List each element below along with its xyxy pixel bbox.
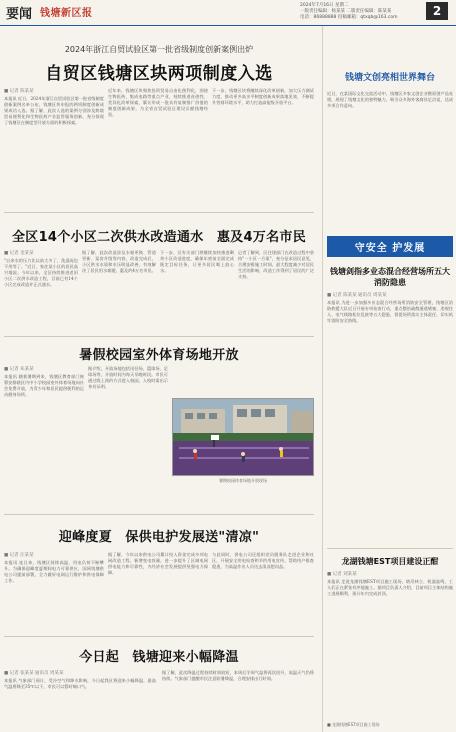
main-content xyxy=(0,26,318,732)
power-col-2 xyxy=(108,552,208,632)
weather-col-1 xyxy=(4,670,156,726)
sports-field-illustration xyxy=(173,399,314,476)
power-col-3 xyxy=(212,552,314,632)
side-text-1: 近日，在某国际文化交流活动中，钱塘区多家文创企业携原创产品亮相，展现了钱塘文化的独特魅力，吸引众多海外客商驻足洽谈，达成多项合作意向。 xyxy=(327,91,453,108)
water-col-1 xyxy=(4,250,78,332)
sports-field-photo xyxy=(172,398,314,476)
sports-headline: 暑假校园室外体育场地开放 xyxy=(79,348,239,363)
lead-col-1 xyxy=(4,88,104,206)
divider xyxy=(327,548,453,549)
side-byline-3: ■ 记者 刘某某 xyxy=(327,572,357,577)
power-text-1: 本报讯 连日来，钱塘区持续高温，用电负荷不断攀升。为确保迎峰度夏期间电力可靠供应，国网钱塘供电公司提前部署，全力做好电网运行维护和供电保障工作。 xyxy=(4,560,104,583)
sports-col-1 xyxy=(4,366,84,506)
sports-byline: ■ 记者 朱某某 xyxy=(4,367,34,372)
water-text-4: 记者了解到，区住建部门在改造过程中坚持"一小区一方案"，充分征求居民意见，合理安排施工时间，最大程度减少对居民生活的影响，改造工作得到了居民的广泛支持。 xyxy=(238,250,314,279)
divider xyxy=(4,212,314,213)
side-headline-3: 龙湖钱塘EST项目建设正酣 xyxy=(341,557,439,566)
weather-col-2 xyxy=(162,670,314,726)
photo-caption: 暑期校园体育场地开放现场 xyxy=(219,478,267,483)
lead-kicker: 2024年浙江自贸试验区第一批省级制度创新案例出炉 xyxy=(64,45,254,54)
power-text-2: 据了解，今年以来供电公司累计投入资金完成多项电网改造工程，新增变电容量，进一步提升了区域电网供电能力和可靠性，为经济社会发展提供坚强电力保障。 xyxy=(108,552,208,575)
water-col-4 xyxy=(238,250,314,332)
page-number: 2 xyxy=(426,2,448,20)
masthead-meta xyxy=(300,3,420,21)
side-byline-2: ■ 记者 陈某某 通讯员 周某某 xyxy=(327,293,387,298)
safety-banner xyxy=(327,236,453,257)
water-byline: ■ 记者 金某某 xyxy=(4,251,34,256)
lead-text-2: 近年来，钱塘区块聚焦投资贸易自由化便利化，围绕生物医药、集成电路等重点产业，持续推进首创性、差异化改革探索，累计形成一批具有复制推广价值的制度创新成果，为全省自贸试验区建设贡献钱塘经验。 xyxy=(108,88,208,117)
water-col-3 xyxy=(160,250,234,332)
water-text-3: 下一步，区有关部门将继续加快推进剩余小区改造进度，确保年底前全面完成既定目标任务，让更多居民喝上放心水。 xyxy=(160,250,234,273)
masthead xyxy=(0,0,456,26)
water-col-2 xyxy=(82,250,156,332)
masthead-editors: 一版责任编辑：杨某某 二版责任编辑：陈某某 xyxy=(300,9,392,14)
masthead-date: 2024年7月16日 星期二 xyxy=(300,3,349,8)
power-text-3: 与此同时，供电公司还组织党员服务队走进企业和社区，开展安全用电检查和节约用电宣传，帮助用户排查隐患，为高温作业人员送去清凉慰问品。 xyxy=(212,552,314,569)
divider xyxy=(4,336,314,337)
water-headline: 全区14个小区二次供水改造通水 惠及4万名市民 xyxy=(11,230,307,245)
sports-text-2: 据介绍，开放场地包括田径场、篮球场、足球场等，开放时间为每天早晚时段。市民可通过线上预约方式进入校园，入校时需出示身份证明。 xyxy=(88,366,168,389)
power-col-1 xyxy=(4,552,104,632)
divider xyxy=(4,636,314,637)
power-byline: ■ 记者 汪某某 xyxy=(4,553,34,558)
side-text-2: 本报讯 为进一步加强多业态混合经营场所消防安全管理，钱塘区消防救援大队近日开展专项检查行动，重点整治疏散通道堵塞、违规住人、电气线路私拉乱接等五大隐患，督促场所落实主体责任，切实筑牢消防安全防线。 xyxy=(327,300,453,323)
side-story-3 xyxy=(327,556,453,729)
lead-text-1: 本报讯 近日，2024年浙江自贸试验区第一批省级制度创新案例名单公布，钱塘区块申报的两项制度创新成果成功入选。据了解，此次入选的案例分别涉及跨境贸易便利化和生物医药产业监管服务创新，充分体现了钱塘区在制度型开放方面的积极探索。 xyxy=(4,96,104,125)
masthead-contact: 电话：86888888 投稿邮箱：qtxqb@163.com xyxy=(300,15,398,20)
weather-text-1: 本报讯 气象部门预计，受冷空气和降水影响，今日起我区将迎来小幅降温，最高气温将降至35℃以下，市民可以暂时喘口气。 xyxy=(4,678,156,689)
side-headline-2: 钱塘剑指多业态混合经营场所五大消防隐患 xyxy=(330,267,450,287)
side-text-3: 本报讯 走进龙湖钱塘EST项目施工现场，塔吊林立、机器轰鸣，工人们正在紧张有序地施工。据项目负责人介绍，目前项目主体结构施工进展顺利，预计年内完成封顶。 xyxy=(327,579,453,596)
side-headline-1: 钱塘文创亮相世界舞台 xyxy=(344,73,435,83)
side-story-2 xyxy=(327,266,453,530)
footer-note: ■ 龙湖钱塘EST项目施工现场 xyxy=(327,722,380,727)
weather-byline: ■ 记者 张某某 通讯员 周某某 xyxy=(4,671,64,676)
section-label: 要闻 xyxy=(6,7,33,22)
sports-text-1: 本报讯 随着暑期到来，钱塘区教育部门统筹安排辖区内中小学校园室外体育场地向社会免费开放，为青少年和居民提供便利的运动健身场所。 xyxy=(4,374,84,397)
power-headline: 迎峰度夏 保供电护发展送"清凉" xyxy=(58,530,260,545)
lead-byline: ■ 记者 陈某某 xyxy=(4,89,34,94)
divider xyxy=(4,514,314,515)
weather-headline: 今日起 钱塘迎来小幅降温 xyxy=(79,650,239,665)
lead-col-2 xyxy=(108,88,208,206)
banner-text: 守安全 护发展 xyxy=(327,236,453,257)
sports-col-2 xyxy=(88,366,168,506)
water-text-2: 据了解，此次改造涉及水箱更换、管道更新、泵房升级等内容，改造完成后，小区供水水质和水压明显改善，有效解决了居民用水难题，惠及约4万名市民。 xyxy=(82,250,156,273)
lead-col-3 xyxy=(212,88,314,206)
sidebar xyxy=(322,26,456,732)
water-text-1: "自来水的压力比以前大多了，洗澡再也不用等了。"近日，家住某小区的居民高兴地说。今年以来，全区持续推进老旧小区二次供水改造工程，目前已有14个小区完成改造并正式通水。 xyxy=(4,258,78,287)
lead-headline: 自贸区钱塘区块两项制度入选 xyxy=(45,64,273,84)
weather-text-2: 据了解，此次降温过程持续时间较短，本周后半周气温将再次回升，高温天气仍将持续。气象部门提醒市民注意防暑降温，合理安排出行时间。 xyxy=(162,670,314,681)
lead-text-3: 下一步，钱塘区块将继续深化改革创新，加大压力测试力度，推动更多高水平制度创新成果落地见效，不断提升营商环境水平，助力打造高能级开放平台。 xyxy=(212,88,314,105)
side-story-1 xyxy=(327,70,453,221)
lead-article xyxy=(4,44,314,84)
newspaper-logo: 钱塘新区报 xyxy=(40,8,93,19)
